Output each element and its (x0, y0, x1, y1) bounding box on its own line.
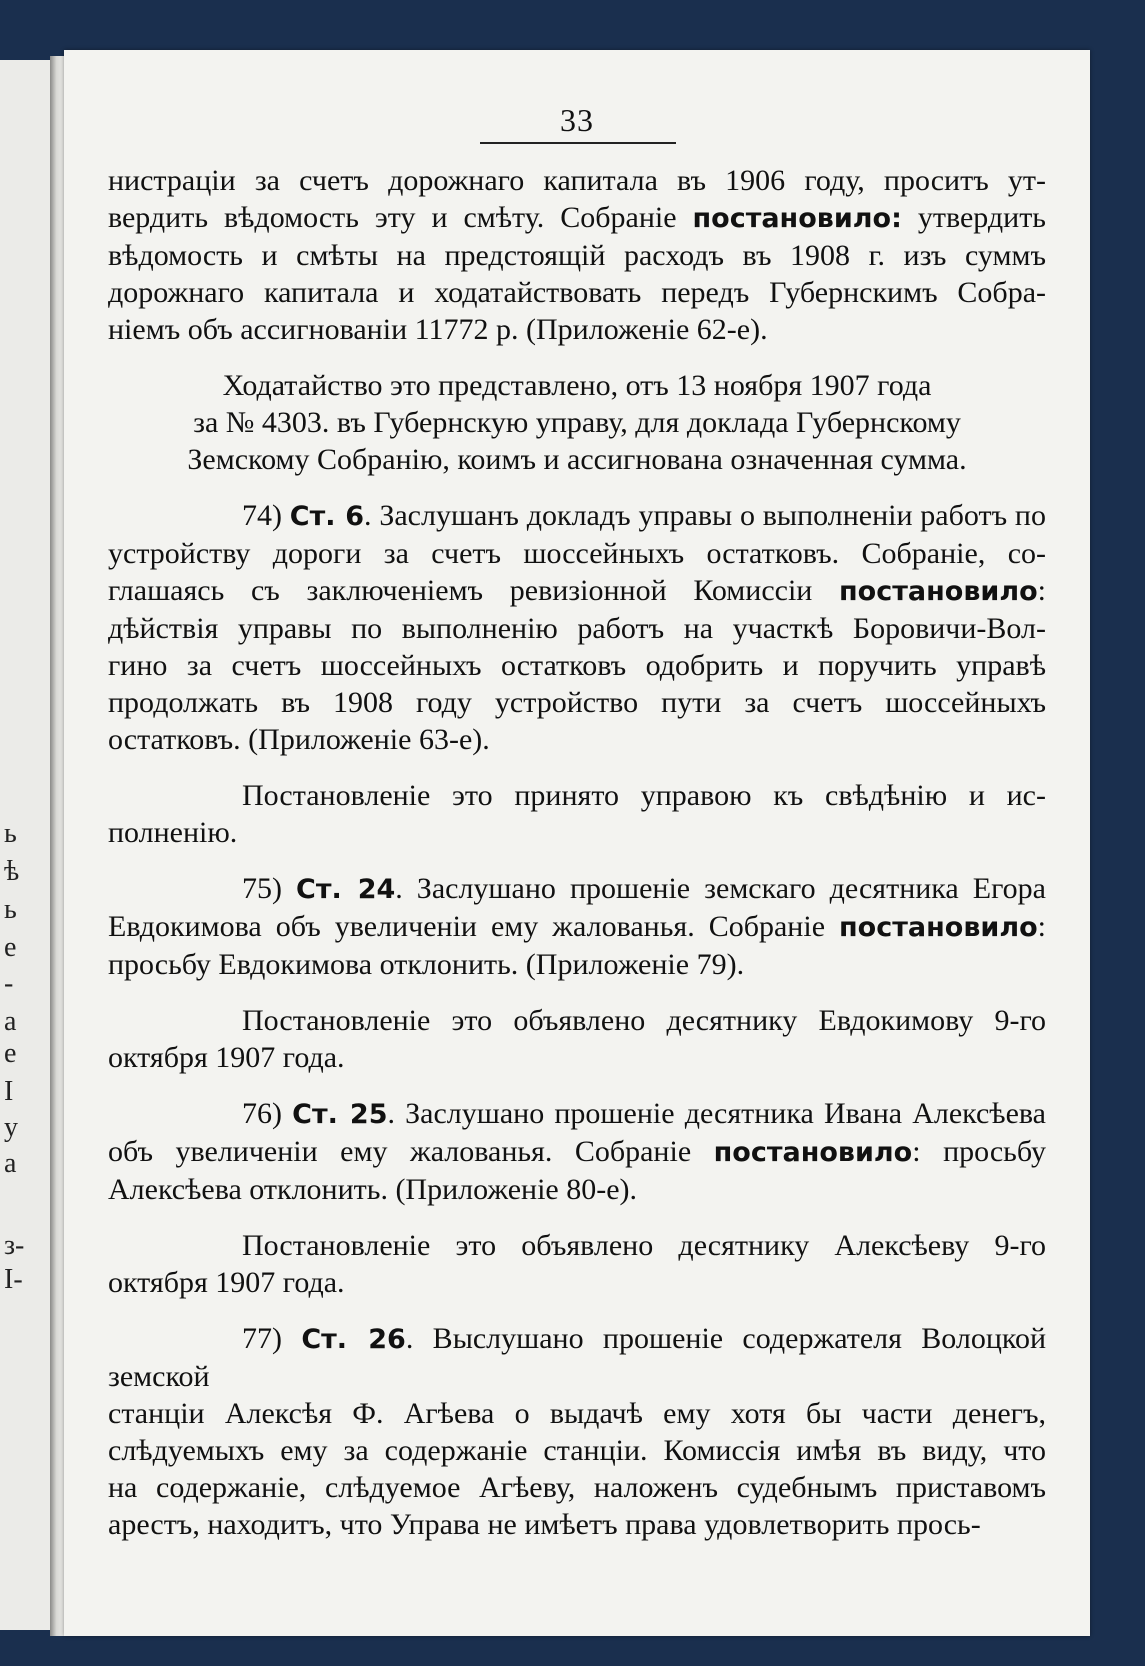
text-run: . Выслушано прошеніе содержателя Волоцкой земской (108, 1322, 1046, 1393)
text-run: Ходатайство это представлено, отъ 13 ноября 1907 года (222, 369, 932, 402)
text-run: Постановленіе это объявлено десятнику Алексѣеву 9-го (242, 1229, 1046, 1262)
item-paragraph-line (108, 610, 1046, 647)
bold-term: постановило (713, 1137, 913, 1168)
left-page-fragment: е (4, 932, 17, 963)
continuation-paragraph-line (108, 237, 1046, 274)
text-run: за № 4303. въ Губернскую управу, для доклада Губернскому (193, 406, 961, 439)
left-page-fragment: І- (4, 1264, 23, 1295)
text-run: 76) (242, 1097, 293, 1130)
continuation-paragraph-line (108, 311, 1046, 348)
text-run: : просьбу (912, 1135, 1046, 1168)
text-run: : (1037, 910, 1046, 943)
text-run: объ увеличеніи ему жалованья. Собраніе (108, 1135, 714, 1168)
left-page-fragment: е (4, 1038, 17, 1069)
text-run: слѣдуемыхъ ему за содержаніе станціи. Комиссія имѣя въ виду, что (108, 1434, 1046, 1467)
left-page-fragment: з- (4, 1230, 25, 1261)
item-paragraph-line (108, 1432, 1046, 1469)
text-run: на содержаніе, слѣдуемое Агѣеву, наложенъ судебнымъ приставомъ (108, 1471, 1046, 1504)
text-run: утвердить (901, 201, 1046, 234)
page-number: 33 (560, 102, 594, 138)
text-run: . Заслушанъ докладъ управы о выполненіи работъ по (364, 499, 1046, 532)
item-paragraph-line (108, 1320, 1046, 1395)
bold-term: постановило: (692, 203, 902, 234)
text-run: вѣдомость и смѣты на предстоящій расходъ въ 1908 г. изъ суммъ (108, 239, 1046, 272)
note-paragraph-line (108, 777, 1046, 814)
text-run: просьбу Евдокимова отклонить. (Приложеніе 79). (108, 948, 745, 981)
item-paragraph-line (108, 684, 1046, 721)
left-page-fragment: ѣ (4, 856, 20, 887)
text-run: : (1037, 574, 1046, 607)
text-run: дорожнаго капитала и ходатайствовать передъ Губернскимъ Собра- (108, 276, 1046, 309)
text-run: устройству дороги за счетъ шоссейныхъ остатковъ. Собраніе, со- (108, 537, 1046, 570)
item-paragraph-line (108, 1171, 1046, 1208)
header-rule (480, 142, 676, 144)
continuation-paragraph-line (108, 274, 1046, 311)
text-run: остатковъ. (Приложеніе 63-е). (108, 723, 490, 756)
item-paragraph-line (108, 946, 1046, 983)
bold-term: Ст. 6 (289, 501, 365, 532)
item-paragraph-line (108, 535, 1046, 572)
item-paragraph-line (108, 1506, 1046, 1543)
text-run: 77) (242, 1322, 302, 1355)
note-paragraph-line (108, 1227, 1046, 1264)
text-run: октября 1907 года. (108, 1041, 345, 1074)
text-run: 74) (242, 499, 290, 532)
text-run: гино за счетъ шоссейныхъ остатковъ одобрить и поручить управѣ (108, 649, 1046, 682)
text-run: Алексѣева отклонить. (Приложеніе 80-е). (108, 1173, 638, 1206)
text-run: Евдокимова объ увеличеніи ему жалованья. Собраніе (108, 910, 840, 943)
text-run: . Заслушано прошеніе десятника Ивана Алексѣева (387, 1097, 1046, 1130)
text-run: арестъ, находитъ, что Управа не имѣетъ права удовлетворить прось- (108, 1508, 981, 1541)
text-run: Постановленіе это принято управою къ свѣдѣнію и ис- (242, 779, 1046, 812)
left-page-fragment: а (4, 1148, 17, 1179)
left-page-fragment: а (4, 1006, 17, 1037)
item-paragraph-line (108, 908, 1046, 946)
item-paragraph-line (108, 870, 1046, 908)
centered-paragraph-line (108, 367, 1046, 404)
text-run: вердить вѣдомость эту и смѣту. Собраніе (108, 201, 693, 234)
item-paragraph-line (108, 1469, 1046, 1506)
note-paragraph-line (108, 1264, 1046, 1301)
item-paragraph-line (108, 1133, 1046, 1171)
text-run: продолжать въ 1908 году устройство пути за счетъ шоссейныхъ (108, 686, 1046, 719)
left-page-fragment: - (4, 968, 14, 999)
text-run: ніемъ объ ассигнованіи 11772 р. (Приложеніе 62-е). (108, 313, 768, 346)
centered-paragraph-line (108, 441, 1046, 478)
text-run: 75) (242, 872, 297, 905)
note-paragraph-line (108, 1039, 1046, 1076)
text-run: нистраціи за счетъ дорожнаго капитала въ 1906 году, проситъ ут- (108, 164, 1046, 197)
text-run: станціи Алексѣя Ф. Агѣева о выдачѣ ему хотя бы части денегъ, (108, 1397, 1046, 1430)
left-page-fragment: I (4, 1076, 14, 1107)
continuation-paragraph-line (108, 199, 1046, 237)
text-run: полненію. (108, 816, 238, 849)
text-run: дѣйствія управы по выполненію работъ на участкѣ Боровичи-Вол- (108, 612, 1046, 645)
item-paragraph-line (108, 647, 1046, 684)
left-page-fragment: ь (4, 818, 17, 849)
text-run: глашаясь съ заключеніемъ ревизіонной Комиссіи (108, 574, 840, 607)
book-page (64, 50, 1090, 1636)
left-page-fragment: у (4, 1112, 18, 1143)
text-run: октября 1907 года. (108, 1266, 345, 1299)
bold-term: постановило (839, 912, 1038, 943)
text-run: Постановленіе это объявлено десятнику Евдокимову 9-го (242, 1004, 1046, 1037)
item-paragraph-line (108, 497, 1046, 535)
item-paragraph-line (108, 721, 1046, 758)
item-paragraph-line (108, 572, 1046, 610)
item-paragraph-line (108, 1095, 1046, 1133)
note-paragraph-line (108, 814, 1046, 851)
centered-paragraph-line (108, 404, 1046, 441)
bold-term: Ст. 24 (296, 874, 396, 905)
item-paragraph-line (108, 1395, 1046, 1432)
note-paragraph-line (108, 1002, 1046, 1039)
bold-term: постановило (839, 576, 1038, 607)
continuation-paragraph-line (108, 162, 1046, 199)
text-run: . Заслушано прошеніе земскаго десятника Егора (395, 872, 1046, 905)
bold-term: Ст. 25 (292, 1099, 388, 1130)
left-page-edge (0, 60, 52, 1630)
left-page-fragment: ь (4, 894, 17, 925)
bold-term: Ст. 26 (301, 1324, 406, 1355)
text-run: Земскому Собранію, коимъ и ассигнована означенная сумма. (187, 443, 967, 476)
page-body (108, 162, 1046, 1543)
